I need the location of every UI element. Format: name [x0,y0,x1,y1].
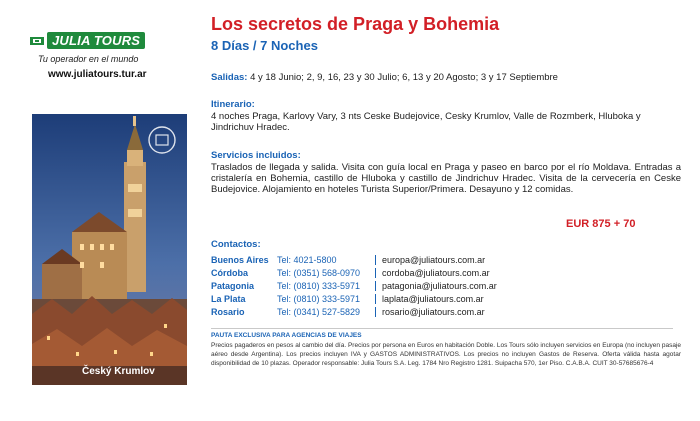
contact-phone[interactable]: Tel: (0810) 333-5971 [277,281,376,291]
legal-text: Precios pagaderos en pesos al cambio del día. Precios por persona en Euros en habitación Doble. Los Tours sólo incluyen servicios en Europa (no incluyen pasaje aéreo desde Argentina). Los precios incluyen IVA y GASTOS ADMINISTRATIVOS. Los precios no incluyen Gastos de Reserva. Oferta válida hasta agotar disponibilidad de 10 plazas. Operador responsable: Julia Tours S.A. Leg. 1784 Nro Registro 1281. Suipacha 570, 1er Piso. C.A.B.A. CUIT 30-57685676-4 [211,342,681,367]
contact-row [211,305,497,318]
contact-city: Córdoba [211,267,248,278]
contact-email[interactable]: laplata@juliatours.com.ar [382,293,484,304]
contact-email[interactable]: europa@juliatours.com.ar [382,254,486,265]
itinerary-text: 4 noches Praga, Karlovy Vary, 3 nts Ceske Budejovice, Cesky Krumlov, Valle de Rozmberk, Hluboka y Jindrichuv Hradec. [211,111,641,133]
contact-row [211,292,497,305]
price-amount: 875 [592,218,611,230]
departures-label: Salidas: [211,72,248,83]
contact-phone[interactable]: Tel: (0810) 333-5971 [277,294,376,304]
destination-photo [32,114,187,385]
services-text: Traslados de llegada y salida. Visita con guía local en Praga y paseo en barco por el río Moldava. Entradas a cristalería en Bohemia, castillo de Hluboka y castillo de Jindrichuv Hradec. Visita de la cervecería en Ceske Budejovice. Alojamiento en hoteles Turista Superior/Primera. Desayuno y 12 comidas. [211,162,681,195]
legal-title: PAUTA EXCLUSIVA PARA AGENCIAS DE VIAJES [211,332,362,339]
contact-city: Rosario [211,306,245,317]
divider [211,328,673,329]
photo-caption: Český Krumlov [82,366,155,377]
contact-phone[interactable]: Tel: 4021-5800 [277,255,376,265]
page-subtitle: 8 Días / 7 Noches [211,38,318,53]
contact-phone[interactable]: Tel: (0341) 527-5829 [277,307,376,317]
contact-city: La Plata [211,293,246,304]
contact-email[interactable]: cordoba@juliatours.com.ar [382,267,490,278]
page-title: Los secretos de Praga y Bohemia [211,14,500,34]
price-currency: EUR [566,218,590,230]
services-label: Servicios incluidos: [211,150,301,161]
logo-text: JULIA TOURS [47,32,145,49]
brand-logo [30,32,145,49]
contact-row [211,253,497,266]
departures [211,72,558,83]
brand-tagline: Tu operador en el mundo [38,54,139,64]
logo-mark-icon [30,35,44,47]
departures-text: 4 y 18 Junio; 2, 9, 16, 23 y 30 Julio; 6, 13 y 20 Agosto; 3 y 17 Septiembre [250,72,558,83]
contact-city: Buenos Aires [211,254,269,265]
contact-email[interactable]: patagonia@juliatours.com.ar [382,280,497,291]
brand-website[interactable]: www.juliatours.tur.ar [48,69,147,80]
castle-photo-illustration [32,114,187,385]
itinerary-label: Itinerario: [211,99,255,110]
contact-city: Patagonia [211,280,255,291]
price-extra: + 70 [613,218,636,230]
contact-row [211,266,497,279]
contacts-table [211,253,497,318]
contact-row [211,279,497,292]
contact-email[interactable]: rosario@juliatours.com.ar [382,306,485,317]
contacts-label: Contactos: [211,239,261,250]
price [566,218,635,230]
contact-phone[interactable]: Tel: (0351) 568-0970 [277,268,376,278]
